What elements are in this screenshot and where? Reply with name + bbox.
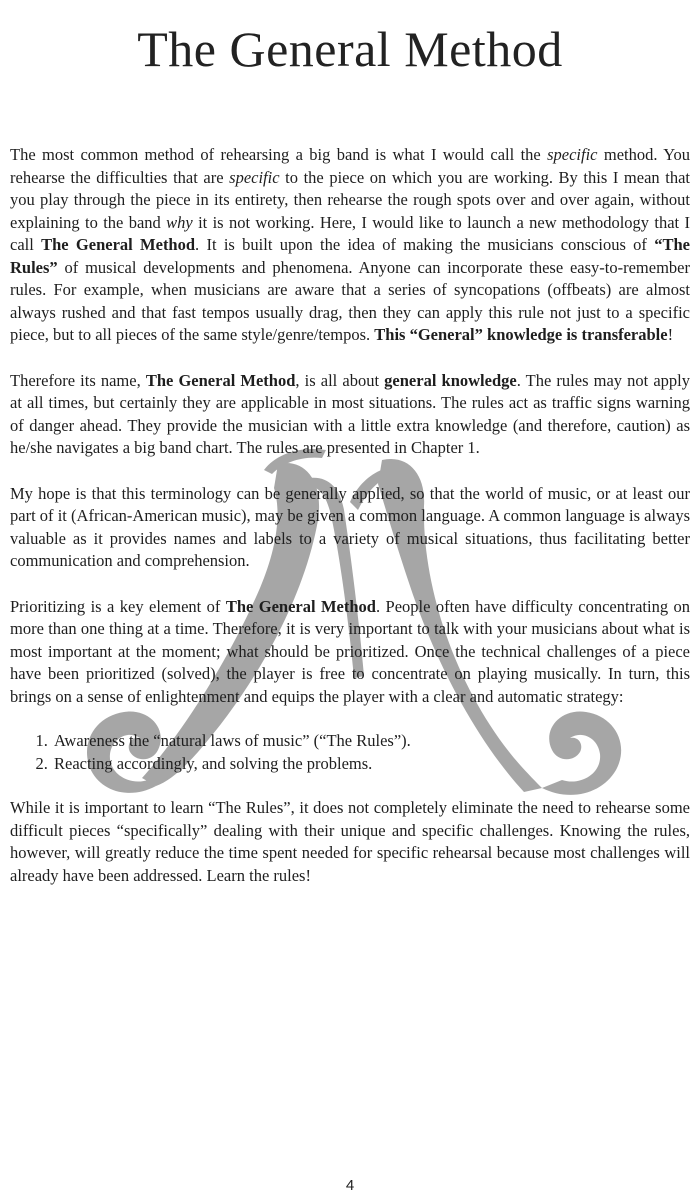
emphasis-text: specific [229, 167, 280, 187]
page-title: The General Method [137, 21, 563, 77]
emphasis-text: why [166, 212, 193, 232]
bold-text: “The Rules” [10, 235, 690, 277]
strategy-list [10, 730, 690, 775]
bold-text: The General Method [225, 596, 376, 616]
paragraph-prioritizing [10, 596, 690, 709]
text-span: method. You rehearse the difficulties that are [10, 145, 690, 187]
body-text [10, 144, 690, 887]
text-span: . The rules may not apply at all times, but certainly they are applicable in most situations. The rules act as traffic signs warning of danger ahead. They provide the musician with a little extra knowledge (and therefore, caution) as he/she navigates a big band chart. The rules are presented in Chapter 1. [10, 370, 690, 457]
text-span: ! [667, 325, 674, 344]
paragraph-common-language: My hope is that this terminology can be generally applied, so that the world of music, or at least our part of it (African-American music), may be given a common language. A common language is always valuable as it provides names and labels to a variety of musical situations, thus facilitating better communication and comprehension. [10, 483, 690, 570]
paragraph-general-knowledge [10, 370, 690, 460]
bold-text: The General Method [145, 370, 296, 390]
page-number: 4 [345, 1177, 355, 1194]
bold-text: general knowledge [384, 370, 517, 390]
bold-text: The General Method [41, 235, 196, 254]
paragraph-learn-the-rules: While it is important to learn “The Rules”, it does not completely eliminate the need to rehearse some difficult pieces “specifically” dealing with their unique and specific challenges. Knowing the rules, however, will greatly reduce the time spent needed for specific rehearsal because most challenges will already have been addressed. Learn the rules! [10, 798, 690, 885]
text-span: Therefore its name, [10, 370, 146, 390]
bold-text: This “General” knowledge is transferable [374, 325, 668, 344]
list-item: 1. Awareness the “natural laws of music” (“The Rules”). [52, 730, 690, 753]
text-span: . It is built upon the idea of making the musicians conscious of [195, 235, 655, 254]
text-span: . People often have difficulty concentrating on more than one thing at a time. Therefore, it is very important to talk with your musicians about what is most important at the moment; what should be prioritized. Once the technical challenges of a piece have been prioritized (solved), the player is free to concentrate on playing musically. In turn, this brings on a sense of enlightenment and equips the player with a clear and automatic strategy: [10, 596, 690, 706]
emphasis-text: specific [547, 145, 598, 164]
list-item: 2. Reacting accordingly, and solving the problems. [52, 753, 690, 776]
paragraph-specific-method [10, 144, 690, 347]
text-span: Prioritizing is a key element of [10, 596, 226, 616]
text-span: The most common method of rehearsing a big band is what I would call the [10, 145, 548, 164]
text-span: it is not working. Here, I would like to launch a new methodology that I call [10, 212, 690, 254]
text-span: of musical developments and phenomena. Anyone can incorporate these easy-to-remember rules. For example, when musicians are aware that a series of syncopations (offbeats) are almost always rushed and that fast tempos usually drag, then they can apply this rule not just to a specific piece, but to all pieces of the same style/genre/tempos. [10, 257, 690, 344]
text-span: , is all about [295, 370, 385, 390]
text-span: to the piece on which you are working. By this I mean that you play through the piece in its entirety, then rehearse the rough spots over and over again, without explaining to the band [10, 167, 690, 232]
